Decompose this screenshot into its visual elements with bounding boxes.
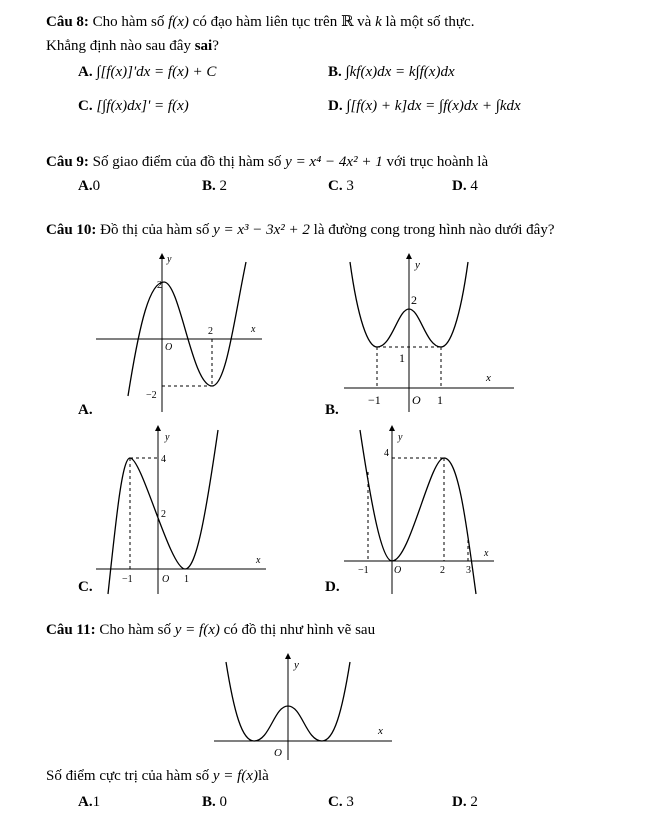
tick-y-bottom: −2 <box>146 390 157 401</box>
option-value: 3 <box>346 794 354 810</box>
option-formula: ∫[f(x) + k]dx = ∫f(x)dx + ∫kdx <box>346 98 521 114</box>
q8-k: k <box>375 14 382 30</box>
q11-text-a: Cho hàm số <box>99 622 172 638</box>
option-value: 3 <box>346 178 354 194</box>
option-letter: D. <box>452 178 467 194</box>
option-letter: B. <box>328 64 342 80</box>
option-formula: ∫[f(x)]'dx = f(x) + C <box>96 64 217 80</box>
tick-x-left: −1 <box>358 565 369 576</box>
option-letter: D. <box>452 794 467 810</box>
graph-letter: B. <box>325 402 339 418</box>
q11-line2-formula: y = f(x) <box>212 768 258 784</box>
tick-x-left: −1 <box>122 574 133 585</box>
q8-func: f(x) <box>168 14 189 30</box>
q10-label: Câu 10: <box>46 222 97 238</box>
option-formula: ∫kf(x)dx = k∫f(x)dx <box>345 64 455 80</box>
x-label: x <box>486 372 491 384</box>
graph-letter: A. <box>78 402 93 418</box>
q8-realset: ℝ <box>340 12 354 30</box>
q10-text-a: Đồ thị của hàm số <box>100 222 210 238</box>
q8-label: Câu 8: <box>46 14 89 30</box>
q8-text-c: và <box>357 14 372 30</box>
q8-text-a: Cho hàm số <box>92 14 165 30</box>
x-label: x <box>378 725 383 737</box>
q11-formula: y = f(x) <box>174 622 220 638</box>
option-letter: A. <box>78 64 93 80</box>
option-letter: A. <box>78 178 93 194</box>
x-label: x <box>484 548 489 559</box>
q8-line2-q: ? <box>212 38 219 54</box>
option-letter: B. <box>202 178 216 194</box>
y-label: y <box>294 659 299 671</box>
graph-letter: D. <box>325 579 340 595</box>
y-label: y <box>415 259 420 271</box>
q11-option-c[interactable] <box>328 794 354 811</box>
y-label: y <box>167 254 172 265</box>
q11-option-b[interactable] <box>202 794 227 811</box>
q11-option-d[interactable] <box>452 794 478 811</box>
origin-label: O <box>274 747 282 759</box>
tick-y-top: 2 <box>411 293 417 307</box>
option-formula: [∫f(x)dx]' = f(x) <box>96 98 189 114</box>
x-label: x <box>251 324 256 335</box>
option-letter: A. <box>78 794 93 810</box>
y-label: y <box>398 432 403 443</box>
tick-x-left: −1 <box>368 393 381 407</box>
q8-text-b: có đạo hàm liên tục trên <box>192 14 338 30</box>
q10-formula: y = x³ − 3x² + 2 <box>213 222 310 238</box>
option-value: 0 <box>92 178 101 194</box>
tick-x-right: 1 <box>437 393 443 407</box>
option-value: 0 <box>219 794 228 810</box>
tick-y-mid: 1 <box>399 351 405 365</box>
origin-label: O <box>165 342 173 353</box>
q8-line2-bold: sai <box>194 38 213 54</box>
option-value: 2 <box>219 178 228 194</box>
origin-label: O <box>162 574 170 585</box>
q9-text-b: với trục hoành là <box>386 154 489 170</box>
q11-option-a[interactable] <box>78 794 100 811</box>
x-label: x <box>256 555 261 566</box>
option-value: 4 <box>470 178 478 194</box>
option-letter: C. <box>328 794 343 810</box>
option-letter: D. <box>328 98 343 114</box>
q9-formula: y = x⁴ − 4x² + 1 <box>285 154 383 170</box>
q9-text-a: Số giao điểm của đồ thị hàm số <box>92 154 282 170</box>
q11-line2-b: là <box>257 768 269 784</box>
q9-label: Câu 9: <box>46 154 89 170</box>
tick-x-right: 1 <box>184 574 189 585</box>
y-label: y <box>165 432 170 443</box>
origin-label: O <box>412 393 421 407</box>
tick-y-top: 4 <box>161 454 166 465</box>
option-value: 1 <box>92 794 101 810</box>
option-letter: B. <box>202 794 216 810</box>
q10-text-b: là đường cong trong hình nào dưới đây? <box>313 222 555 238</box>
q11-line2 <box>46 768 269 785</box>
tick-y-top: 2 <box>157 280 162 291</box>
option-value: 2 <box>470 794 478 810</box>
origin-label: O <box>394 565 402 576</box>
option-letter: C. <box>328 178 343 194</box>
q11-text-b: có đồ thị như hình vẽ sau <box>223 622 376 638</box>
tick-x-mid: 2 <box>440 565 445 576</box>
tick-y-mid: 2 <box>161 509 166 520</box>
option-letter: C. <box>78 98 93 114</box>
tick-x: 2 <box>208 326 213 337</box>
tick-x-right: 3 <box>466 565 471 576</box>
q8-text-d: là một số thực. <box>385 14 475 30</box>
q8-line2-a: Khẳng định nào sau đây <box>46 38 191 54</box>
tick-y-top: 4 <box>384 448 389 459</box>
graph-letter: C. <box>78 579 93 595</box>
q11-label: Câu 11: <box>46 622 96 638</box>
q11-line2-a: Số điểm cực trị của hàm số <box>46 768 210 784</box>
